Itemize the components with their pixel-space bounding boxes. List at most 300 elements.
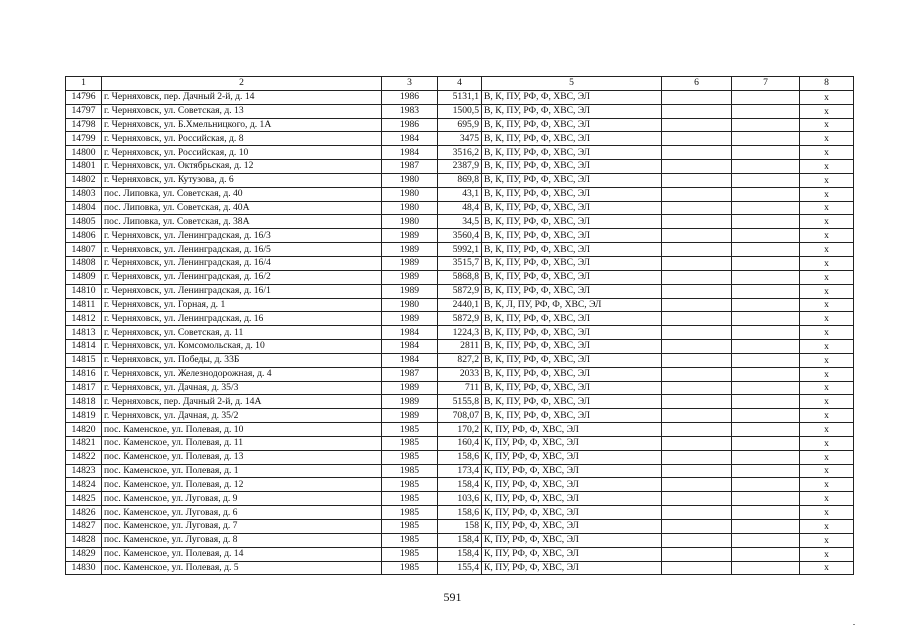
column-7-cell xyxy=(732,547,800,561)
area-cell: 158,6 xyxy=(438,450,482,464)
area-cell: 158,6 xyxy=(438,506,482,520)
mark-cell: x xyxy=(800,340,854,354)
column-7-cell xyxy=(732,160,800,174)
mark-cell: x xyxy=(800,173,854,187)
mark-cell: x xyxy=(800,561,854,575)
record-number: 14825 xyxy=(66,492,102,506)
record-number: 14823 xyxy=(66,464,102,478)
area-cell: 5872,9 xyxy=(438,284,482,298)
table-row xyxy=(66,381,854,395)
column-6-cell xyxy=(662,520,732,534)
record-number: 14810 xyxy=(66,284,102,298)
table-row xyxy=(66,215,854,229)
utilities-cell: К, ПУ, РФ, Ф, ХВС, ЭЛ xyxy=(482,533,662,547)
table-row xyxy=(66,478,854,492)
address-cell: г. Черняховск, ул. Ленинградская, д. 16/4 xyxy=(102,256,382,270)
address-cell: пос. Каменское, ул. Полевая, д. 11 xyxy=(102,436,382,450)
utilities-cell: К, ПУ, РФ, Ф, ХВС, ЭЛ xyxy=(482,506,662,520)
area-cell: 158,4 xyxy=(438,547,482,561)
year-cell: 1989 xyxy=(382,409,438,423)
area-cell: 2033 xyxy=(438,367,482,381)
address-cell: г. Черняховск, ул. Ленинградская, д. 16/5 xyxy=(102,243,382,257)
record-number: 14827 xyxy=(66,520,102,534)
area-cell: 3515,7 xyxy=(438,256,482,270)
column-7-cell xyxy=(732,229,800,243)
column-7-cell xyxy=(732,478,800,492)
column-number: 8 xyxy=(800,77,854,91)
area-cell: 5868,8 xyxy=(438,270,482,284)
mark-cell: x xyxy=(800,215,854,229)
area-cell: 5131,1 xyxy=(438,90,482,104)
table-row xyxy=(66,118,854,132)
year-cell: 1985 xyxy=(382,506,438,520)
table-row xyxy=(66,561,854,575)
column-6-cell xyxy=(662,243,732,257)
mark-cell: x xyxy=(800,270,854,284)
column-number: 1 xyxy=(66,77,102,91)
mark-cell: x xyxy=(800,478,854,492)
scan-speck xyxy=(853,624,855,625)
utilities-cell: К, ПУ, РФ, Ф, ХВС, ЭЛ xyxy=(482,561,662,575)
year-cell: 1985 xyxy=(382,492,438,506)
column-7-cell xyxy=(732,353,800,367)
utilities-cell: К, ПУ, РФ, Ф, ХВС, ЭЛ xyxy=(482,520,662,534)
address-cell: пос. Каменское, ул. Луговая, д. 7 xyxy=(102,520,382,534)
utilities-cell: В, К, ПУ, РФ, Ф, ХВС, ЭЛ xyxy=(482,243,662,257)
record-number: 14829 xyxy=(66,547,102,561)
column-6-cell xyxy=(662,423,732,437)
column-6-cell xyxy=(662,132,732,146)
area-cell: 2387,9 xyxy=(438,160,482,174)
year-cell: 1980 xyxy=(382,173,438,187)
mark-cell: x xyxy=(800,492,854,506)
mark-cell: x xyxy=(800,132,854,146)
column-7-cell xyxy=(732,409,800,423)
address-cell: пос. Каменское, ул. Полевая, д. 14 xyxy=(102,547,382,561)
utilities-cell: К, ПУ, РФ, Ф, ХВС, ЭЛ xyxy=(482,547,662,561)
utilities-cell: В, К, ПУ, РФ, Ф, ХВС, ЭЛ xyxy=(482,104,662,118)
year-cell: 1983 xyxy=(382,104,438,118)
utilities-cell: В, К, ПУ, РФ, Ф, ХВС, ЭЛ xyxy=(482,284,662,298)
table-row xyxy=(66,340,854,354)
table-row xyxy=(66,506,854,520)
mark-cell: x xyxy=(800,450,854,464)
column-7-cell xyxy=(732,215,800,229)
column-7-cell xyxy=(732,436,800,450)
record-number: 14814 xyxy=(66,340,102,354)
year-cell: 1984 xyxy=(382,340,438,354)
record-number: 14822 xyxy=(66,450,102,464)
column-7-cell xyxy=(732,492,800,506)
mark-cell: x xyxy=(800,284,854,298)
column-6-cell xyxy=(662,284,732,298)
record-number: 14812 xyxy=(66,312,102,326)
address-cell: г. Черняховск, ул. Комсомольская, д. 10 xyxy=(102,340,382,354)
area-cell: 160,4 xyxy=(438,436,482,450)
column-7-cell xyxy=(732,464,800,478)
column-7-cell xyxy=(732,520,800,534)
column-7-cell xyxy=(732,146,800,160)
utilities-cell: В, К, ПУ, РФ, Ф, ХВС, ЭЛ xyxy=(482,270,662,284)
record-number: 14824 xyxy=(66,478,102,492)
column-7-cell xyxy=(732,118,800,132)
mark-cell: x xyxy=(800,395,854,409)
table-row xyxy=(66,104,854,118)
area-cell: 173,4 xyxy=(438,464,482,478)
column-7-cell xyxy=(732,243,800,257)
table-row xyxy=(66,90,854,104)
column-7-cell xyxy=(732,284,800,298)
column-6-cell xyxy=(662,118,732,132)
record-number: 14828 xyxy=(66,533,102,547)
record-number: 14813 xyxy=(66,326,102,340)
utilities-cell: В, К, ПУ, РФ, Ф, ХВС, ЭЛ xyxy=(482,229,662,243)
area-cell: 34,5 xyxy=(438,215,482,229)
column-6-cell xyxy=(662,340,732,354)
column-7-cell xyxy=(732,450,800,464)
column-6-cell xyxy=(662,146,732,160)
mark-cell: x xyxy=(800,146,854,160)
address-cell: г. Черняховск, ул. Горная, д. 1 xyxy=(102,298,382,312)
utilities-cell: В, К, ПУ, РФ, Ф, ХВС, ЭЛ xyxy=(482,340,662,354)
area-cell: 155,4 xyxy=(438,561,482,575)
column-6-cell xyxy=(662,215,732,229)
utilities-cell: В, К, ПУ, РФ, Ф, ХВС, ЭЛ xyxy=(482,187,662,201)
address-cell: г. Черняховск, ул. Ленинградская, д. 16/1 xyxy=(102,284,382,298)
column-6-cell xyxy=(662,436,732,450)
area-cell: 708,07 xyxy=(438,409,482,423)
table-row xyxy=(66,533,854,547)
record-number: 14817 xyxy=(66,381,102,395)
year-cell: 1984 xyxy=(382,353,438,367)
year-cell: 1984 xyxy=(382,326,438,340)
utilities-cell: К, ПУ, РФ, Ф, ХВС, ЭЛ xyxy=(482,478,662,492)
utilities-cell: В, К, ПУ, РФ, Ф, ХВС, ЭЛ xyxy=(482,118,662,132)
table-row xyxy=(66,256,854,270)
column-7-cell xyxy=(732,561,800,575)
column-number: 7 xyxy=(732,77,800,91)
column-6-cell xyxy=(662,326,732,340)
area-cell: 170,2 xyxy=(438,423,482,437)
utilities-cell: В, К, ПУ, РФ, Ф, ХВС, ЭЛ xyxy=(482,132,662,146)
table-row xyxy=(66,160,854,174)
area-cell: 1500,5 xyxy=(438,104,482,118)
area-cell: 103,6 xyxy=(438,492,482,506)
area-cell: 695,9 xyxy=(438,118,482,132)
column-7-cell xyxy=(732,90,800,104)
column-7-cell xyxy=(732,395,800,409)
table-row xyxy=(66,409,854,423)
area-cell: 158,4 xyxy=(438,478,482,492)
year-cell: 1985 xyxy=(382,464,438,478)
area-cell: 3560,4 xyxy=(438,229,482,243)
column-6-cell xyxy=(662,173,732,187)
column-number: 5 xyxy=(482,77,662,91)
table-row xyxy=(66,450,854,464)
area-cell: 5155,8 xyxy=(438,395,482,409)
column-6-cell xyxy=(662,270,732,284)
column-7-cell xyxy=(732,423,800,437)
register-table xyxy=(65,76,854,575)
table-row xyxy=(66,367,854,381)
address-cell: г. Черняховск, ул. Ленинградская, д. 16 xyxy=(102,312,382,326)
column-6-cell xyxy=(662,409,732,423)
area-cell: 2440,1 xyxy=(438,298,482,312)
mark-cell: x xyxy=(800,90,854,104)
mark-cell: x xyxy=(800,256,854,270)
utilities-cell: К, ПУ, РФ, Ф, ХВС, ЭЛ xyxy=(482,436,662,450)
address-cell: г. Черняховск, ул. Российская, д. 10 xyxy=(102,146,382,160)
table-row xyxy=(66,547,854,561)
utilities-cell: В, К, ПУ, РФ, Ф, ХВС, ЭЛ xyxy=(482,395,662,409)
address-cell: пос. Каменское, ул. Полевая, д. 5 xyxy=(102,561,382,575)
column-6-cell xyxy=(662,104,732,118)
year-cell: 1985 xyxy=(382,478,438,492)
address-cell: г. Черняховск, пер. Дачный 2-й, д. 14А xyxy=(102,395,382,409)
area-cell: 48,4 xyxy=(438,201,482,215)
column-7-cell xyxy=(732,533,800,547)
column-6-cell xyxy=(662,256,732,270)
address-cell: пос. Каменское, ул. Луговая, д. 8 xyxy=(102,533,382,547)
table-row xyxy=(66,423,854,437)
record-number: 14796 xyxy=(66,90,102,104)
record-number: 14820 xyxy=(66,423,102,437)
address-cell: пос. Каменское, ул. Полевая, д. 12 xyxy=(102,478,382,492)
area-cell: 3516,2 xyxy=(438,146,482,160)
column-7-cell xyxy=(732,506,800,520)
area-cell: 43,1 xyxy=(438,187,482,201)
table-row xyxy=(66,173,854,187)
column-number: 2 xyxy=(102,77,382,91)
year-cell: 1985 xyxy=(382,547,438,561)
area-cell: 158 xyxy=(438,520,482,534)
column-6-cell xyxy=(662,367,732,381)
address-cell: пос. Каменское, ул. Полевая, д. 10 xyxy=(102,423,382,437)
column-number: 6 xyxy=(662,77,732,91)
area-cell: 5872,9 xyxy=(438,312,482,326)
utilities-cell: В, К, ПУ, РФ, Ф, ХВС, ЭЛ xyxy=(482,160,662,174)
mark-cell: x xyxy=(800,367,854,381)
area-cell: 158,4 xyxy=(438,533,482,547)
column-7-cell xyxy=(732,256,800,270)
record-number: 14802 xyxy=(66,173,102,187)
column-6-cell xyxy=(662,492,732,506)
record-number: 14807 xyxy=(66,243,102,257)
column-6-cell xyxy=(662,395,732,409)
mark-cell: x xyxy=(800,104,854,118)
column-6-cell xyxy=(662,187,732,201)
table-row xyxy=(66,229,854,243)
address-cell: пос. Липовка, ул. Советская, д. 40А xyxy=(102,201,382,215)
table-row xyxy=(66,353,854,367)
year-cell: 1989 xyxy=(382,256,438,270)
year-cell: 1985 xyxy=(382,520,438,534)
mark-cell: x xyxy=(800,533,854,547)
column-6-cell xyxy=(662,478,732,492)
column-7-cell xyxy=(732,132,800,146)
column-7-cell xyxy=(732,201,800,215)
record-number: 14808 xyxy=(66,256,102,270)
column-6-cell xyxy=(662,464,732,478)
address-cell: г. Черняховск, ул. Дачная, д. 35/2 xyxy=(102,409,382,423)
year-cell: 1984 xyxy=(382,132,438,146)
column-7-cell xyxy=(732,326,800,340)
mark-cell: x xyxy=(800,298,854,312)
column-7-cell xyxy=(732,367,800,381)
utilities-cell: В, К, ПУ, РФ, Ф, ХВС, ЭЛ xyxy=(482,367,662,381)
table-row xyxy=(66,284,854,298)
column-6-cell xyxy=(662,229,732,243)
column-6-cell xyxy=(662,506,732,520)
address-cell: г. Черняховск, ул. Ленинградская, д. 16/2 xyxy=(102,270,382,284)
mark-cell: x xyxy=(800,353,854,367)
utilities-cell: В, К, Л, ПУ, РФ, Ф, ХВС, ЭЛ xyxy=(482,298,662,312)
address-cell: пос. Каменское, ул. Полевая, д. 1 xyxy=(102,464,382,478)
year-cell: 1989 xyxy=(382,243,438,257)
utilities-cell: В, К, ПУ, РФ, Ф, ХВС, ЭЛ xyxy=(482,326,662,340)
year-cell: 1987 xyxy=(382,160,438,174)
utilities-cell: К, ПУ, РФ, Ф, ХВС, ЭЛ xyxy=(482,423,662,437)
record-number: 14804 xyxy=(66,201,102,215)
record-number: 14803 xyxy=(66,187,102,201)
mark-cell: x xyxy=(800,464,854,478)
record-number: 14805 xyxy=(66,215,102,229)
column-6-cell xyxy=(662,312,732,326)
utilities-cell: В, К, ПУ, РФ, Ф, ХВС, ЭЛ xyxy=(482,409,662,423)
area-cell: 5992,1 xyxy=(438,243,482,257)
column-6-cell xyxy=(662,90,732,104)
table-row xyxy=(66,520,854,534)
mark-cell: x xyxy=(800,243,854,257)
mark-cell: x xyxy=(800,312,854,326)
address-cell: г. Черняховск, ул. Российская, д. 8 xyxy=(102,132,382,146)
utilities-cell: В, К, ПУ, РФ, Ф, ХВС, ЭЛ xyxy=(482,173,662,187)
mark-cell: x xyxy=(800,201,854,215)
table-row xyxy=(66,187,854,201)
column-6-cell xyxy=(662,533,732,547)
address-cell: г. Черняховск, ул. Дачная, д. 35/3 xyxy=(102,381,382,395)
column-7-cell xyxy=(732,187,800,201)
record-number: 14801 xyxy=(66,160,102,174)
utilities-cell: В, К, ПУ, РФ, Ф, ХВС, ЭЛ xyxy=(482,201,662,215)
column-6-cell xyxy=(662,160,732,174)
address-cell: г. Черняховск, ул. Кутузова, д. 6 xyxy=(102,173,382,187)
record-number: 14816 xyxy=(66,367,102,381)
address-cell: г. Черняховск, ул. Железнодорожная, д. 4 xyxy=(102,367,382,381)
year-cell: 1989 xyxy=(382,229,438,243)
record-number: 14818 xyxy=(66,395,102,409)
address-cell: г. Черняховск, пер. Дачный 2-й, д. 14 xyxy=(102,90,382,104)
column-7-cell xyxy=(732,381,800,395)
utilities-cell: К, ПУ, РФ, Ф, ХВС, ЭЛ xyxy=(482,450,662,464)
utilities-cell: В, К, ПУ, РФ, Ф, ХВС, ЭЛ xyxy=(482,312,662,326)
column-6-cell xyxy=(662,353,732,367)
column-7-cell xyxy=(732,104,800,118)
year-cell: 1984 xyxy=(382,146,438,160)
record-number: 14821 xyxy=(66,436,102,450)
area-cell: 869,8 xyxy=(438,173,482,187)
column-number: 4 xyxy=(438,77,482,91)
column-6-cell xyxy=(662,561,732,575)
mark-cell: x xyxy=(800,436,854,450)
address-cell: г. Черняховск, ул. Октябрьская, д. 12 xyxy=(102,160,382,174)
column-6-cell xyxy=(662,381,732,395)
year-cell: 1980 xyxy=(382,298,438,312)
record-number: 14809 xyxy=(66,270,102,284)
address-cell: г. Черняховск, ул. Б.Хмельницкого, д. 1А xyxy=(102,118,382,132)
utilities-cell: В, К, ПУ, РФ, Ф, ХВС, ЭЛ xyxy=(482,353,662,367)
area-cell: 3475 xyxy=(438,132,482,146)
record-number: 14800 xyxy=(66,146,102,160)
utilities-cell: В, К, ПУ, РФ, Ф, ХВС, ЭЛ xyxy=(482,90,662,104)
record-number: 14797 xyxy=(66,104,102,118)
column-6-cell xyxy=(662,201,732,215)
year-cell: 1989 xyxy=(382,270,438,284)
mark-cell: x xyxy=(800,160,854,174)
mark-cell: x xyxy=(800,229,854,243)
utilities-cell: В, К, ПУ, РФ, Ф, ХВС, ЭЛ xyxy=(482,256,662,270)
column-7-cell xyxy=(732,340,800,354)
mark-cell: x xyxy=(800,187,854,201)
column-7-cell xyxy=(732,173,800,187)
address-cell: г. Черняховск, ул. Советская, д. 13 xyxy=(102,104,382,118)
mark-cell: x xyxy=(800,506,854,520)
mark-cell: x xyxy=(800,547,854,561)
year-cell: 1985 xyxy=(382,450,438,464)
table-row xyxy=(66,298,854,312)
record-number: 14798 xyxy=(66,118,102,132)
mark-cell: x xyxy=(800,423,854,437)
utilities-cell: В, К, ПУ, РФ, Ф, ХВС, ЭЛ xyxy=(482,146,662,160)
column-7-cell xyxy=(732,312,800,326)
address-cell: г. Черняховск, ул. Победы, д. 33Б xyxy=(102,353,382,367)
year-cell: 1987 xyxy=(382,367,438,381)
table-body xyxy=(66,90,854,575)
table-row xyxy=(66,270,854,284)
mark-cell: x xyxy=(800,409,854,423)
address-cell: пос. Каменское, ул. Полевая, д. 13 xyxy=(102,450,382,464)
record-number: 14826 xyxy=(66,506,102,520)
year-cell: 1985 xyxy=(382,423,438,437)
address-cell: пос. Липовка, ул. Советская, д. 38А xyxy=(102,215,382,229)
year-cell: 1986 xyxy=(382,118,438,132)
year-cell: 1980 xyxy=(382,187,438,201)
area-cell: 2811 xyxy=(438,340,482,354)
column-6-cell xyxy=(662,450,732,464)
table-row xyxy=(66,132,854,146)
record-number: 14830 xyxy=(66,561,102,575)
year-cell: 1986 xyxy=(382,90,438,104)
table-row xyxy=(66,312,854,326)
address-cell: г. Черняховск, ул. Ленинградская, д. 16/3 xyxy=(102,229,382,243)
record-number: 14811 xyxy=(66,298,102,312)
utilities-cell: В, К, ПУ, РФ, Ф, ХВС, ЭЛ xyxy=(482,215,662,229)
utilities-cell: В, К, ПУ, РФ, Ф, ХВС, ЭЛ xyxy=(482,381,662,395)
table-row xyxy=(66,436,854,450)
table-row xyxy=(66,326,854,340)
table-row xyxy=(66,395,854,409)
column-6-cell xyxy=(662,547,732,561)
table-row xyxy=(66,243,854,257)
record-number: 14806 xyxy=(66,229,102,243)
area-cell: 1224,3 xyxy=(438,326,482,340)
table-row xyxy=(66,201,854,215)
address-cell: пос. Каменское, ул. Луговая, д. 6 xyxy=(102,506,382,520)
year-cell: 1980 xyxy=(382,215,438,229)
column-number: 3 xyxy=(382,77,438,91)
column-7-cell xyxy=(732,298,800,312)
year-cell: 1989 xyxy=(382,312,438,326)
